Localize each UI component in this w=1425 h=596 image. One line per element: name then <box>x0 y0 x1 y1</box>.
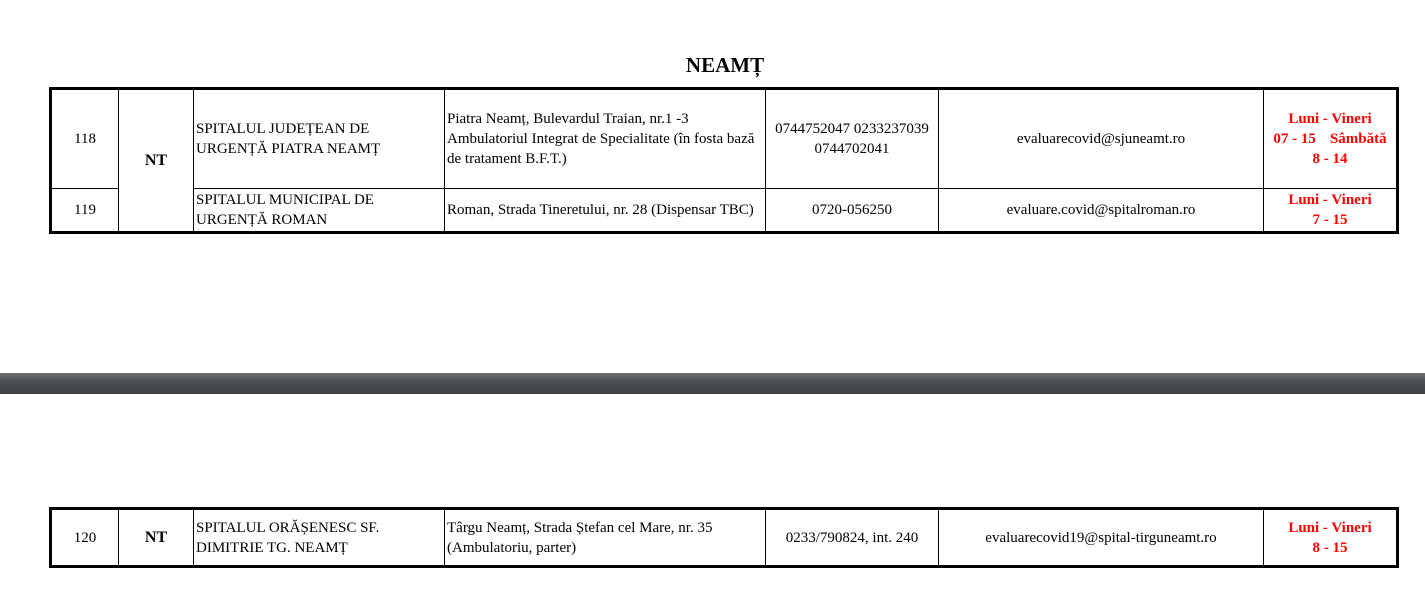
email-address: evaluarecovid19@spital-tirguneamt.ro <box>939 509 1264 567</box>
hours-line: 8 - 14 <box>1312 151 1348 167</box>
table-row <box>51 189 1398 233</box>
opening-hours <box>1264 189 1398 233</box>
hospital-name: SPITALUL JUDEȚEAN DE URGENȚĂ PIATRA NEAMȚ <box>194 89 445 189</box>
hours-line: Luni - Vineri <box>1288 192 1372 208</box>
row-number: 118 <box>51 89 119 189</box>
phone-number: 0233/790824, int. 240 <box>766 509 939 567</box>
hospital-address: Piatra Neamț, Bulevardul Traian, nr.1 -3 Ambulatoriul Integrat de Specialitate (în fosta bază de tratament B.F.T.) <box>445 89 766 189</box>
hospital-address: Roman, Strada Tineretului, nr. 28 (Dispensar TBC) <box>445 189 766 233</box>
hours-line <box>1266 129 1394 149</box>
opening-hours <box>1264 89 1398 189</box>
hours-line: 7 - 15 <box>1312 212 1348 228</box>
phone-number: 0720-056250 <box>766 189 939 233</box>
hospital-name: SPITALUL MUNICIPAL DE URGENȚĂ ROMAN <box>194 189 445 233</box>
hours-saturday-label: Sâmbătă <box>1329 131 1387 147</box>
hours-line: Luni - Vineri <box>1288 111 1372 127</box>
row-number: 119 <box>51 189 119 233</box>
email-address: evaluarecovid@sjuneamt.ro <box>939 89 1264 189</box>
county-code: NT <box>119 509 194 567</box>
hospital-name: SPITALUL ORĂȘENESC SF. DIMITRIE TG. NEAMȚ <box>194 509 445 567</box>
phone-cell <box>766 89 939 189</box>
email-address: evaluare.covid@spitalroman.ro <box>939 189 1264 233</box>
hospital-table <box>49 507 1399 568</box>
page-separator <box>0 373 1425 394</box>
row-number: 120 <box>51 509 119 567</box>
county-code: NT <box>119 89 194 233</box>
hours-line: 8 - 15 <box>1312 539 1348 556</box>
hours-line: Luni - Vineri <box>1288 519 1372 536</box>
table-row <box>51 89 1398 189</box>
phone-number: 0744752047 0233237039 <box>775 121 929 137</box>
page-title: NEAMȚ <box>685 53 765 77</box>
hospital-address: Târgu Neamț, Strada Ștefan cel Mare, nr. 35 (Ambulatoriu, parter) <box>445 509 766 567</box>
hours-weekday: 07 - 15 <box>1273 131 1316 147</box>
opening-hours <box>1264 509 1398 567</box>
phone-number: 0744702041 <box>814 141 890 157</box>
hospital-table <box>49 87 1399 234</box>
table-row <box>51 509 1398 567</box>
